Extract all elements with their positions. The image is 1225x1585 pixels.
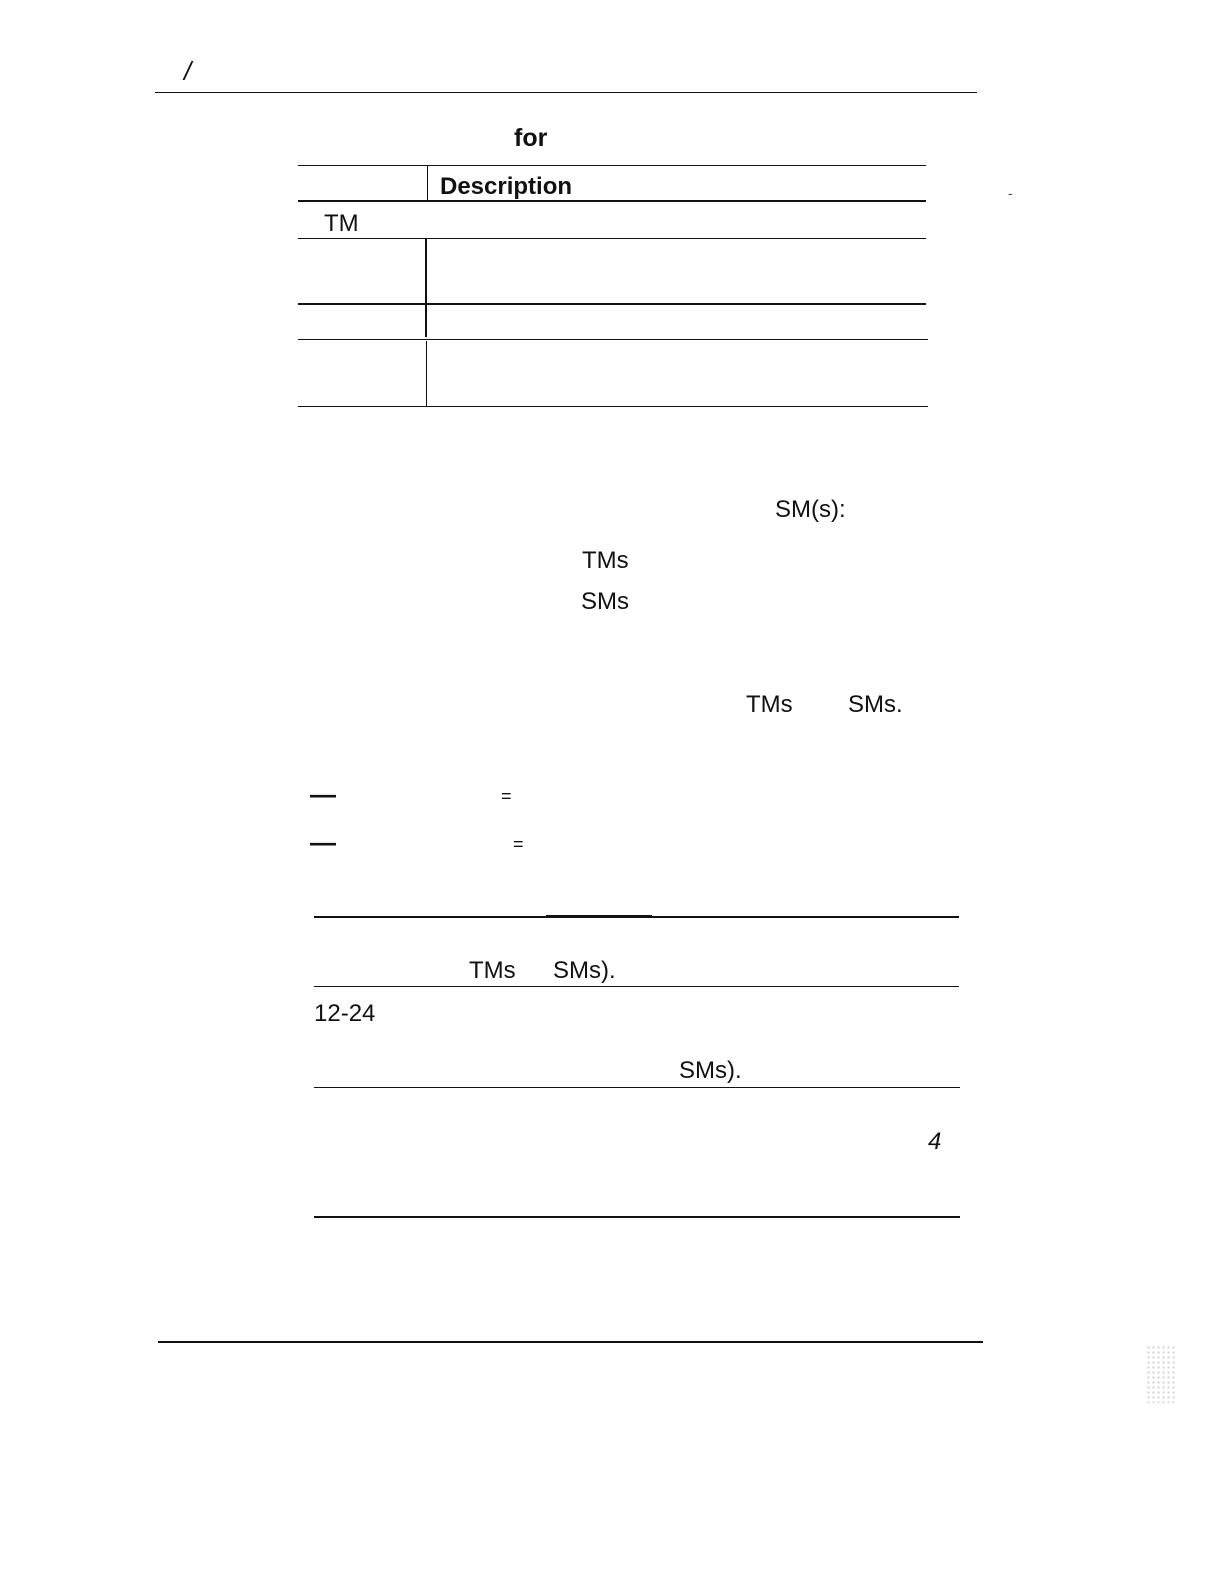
body-line1-fragment: SM(s):	[775, 496, 846, 523]
table2-row2-rule	[314, 1087, 960, 1088]
table2-row2-fragment: SMs).	[679, 1057, 742, 1084]
formula1-dash: —	[310, 779, 336, 809]
table1-header-divider	[427, 166, 428, 200]
footer-rule	[158, 1341, 983, 1343]
table1-header-description: Description	[440, 173, 573, 200]
table1-row4-divider	[426, 341, 427, 407]
scan-speckle	[1146, 1345, 1176, 1403]
table2-row1-fragment-a: TMs	[469, 957, 516, 984]
header-rule	[155, 92, 977, 93]
body-line4-fragment-b: SMs.	[848, 691, 903, 718]
table1-row2-rule	[298, 303, 926, 305]
margin-mark-top-right: -	[1008, 185, 1013, 201]
table2-row2-label: 12-24	[314, 1000, 376, 1027]
body-line3-fragment: SMs	[581, 588, 629, 615]
table1-row3-rule	[298, 339, 928, 340]
table1-bottom-rule	[298, 406, 928, 407]
body-line2-fragment: TMs	[582, 547, 629, 574]
table2-row1-rule	[314, 986, 959, 987]
table1-row1-label: TM	[324, 210, 359, 237]
table2-bottom-rule	[314, 1216, 960, 1218]
table1-row1-rule	[298, 238, 926, 239]
table2-row3-fragment: 4	[928, 1128, 942, 1155]
table2-header-underline	[546, 915, 652, 918]
formula2-dash: —	[310, 827, 336, 857]
table1-top-rule	[298, 165, 926, 166]
formula2-equals: =	[513, 834, 524, 854]
table1-header-rule	[298, 200, 926, 202]
header-mark: /	[184, 56, 192, 86]
table2-row1-fragment-b: SMs).	[553, 957, 616, 984]
formula1-equals: =	[501, 786, 512, 806]
table1-row2-divider	[425, 239, 427, 337]
table1-caption-fragment: for	[514, 124, 548, 152]
body-line4-fragment-a: TMs	[746, 691, 793, 718]
